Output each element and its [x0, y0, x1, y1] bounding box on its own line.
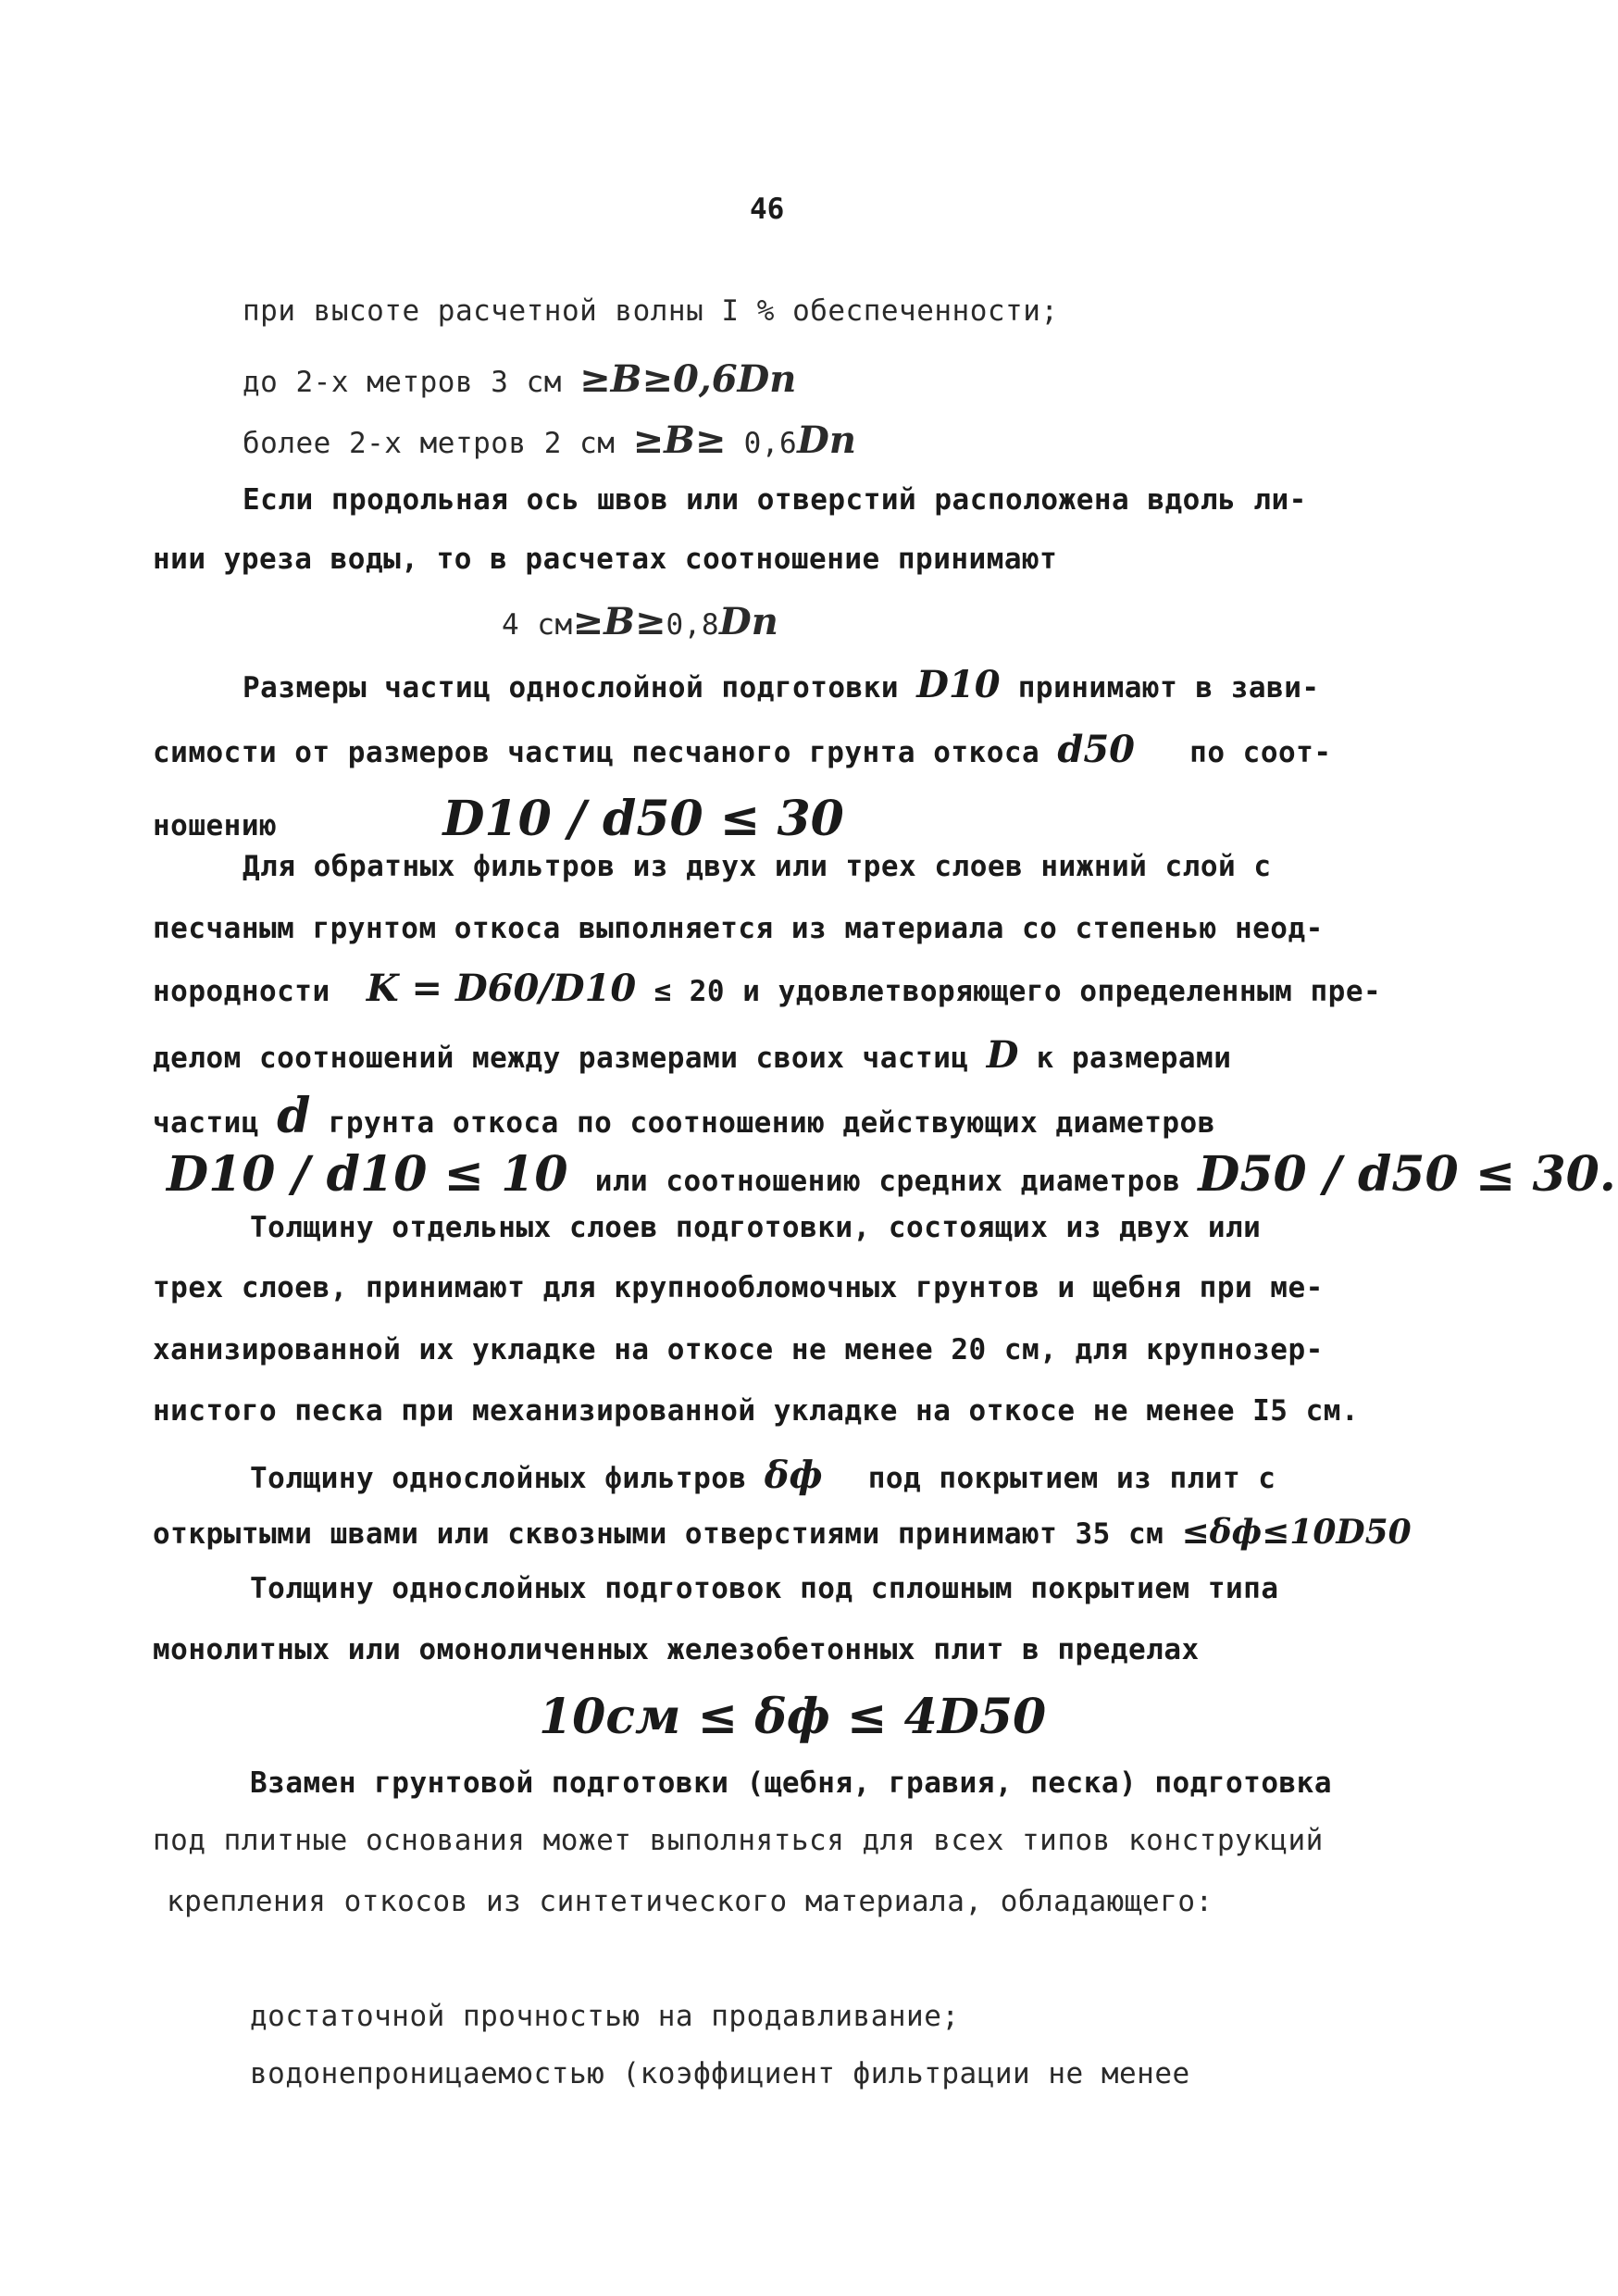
- text-line: Толщину однослойных подготовок под сплошным покрытием типа: [250, 1572, 1279, 1605]
- text-line: симости от размеров частиц песчаного грунта откоса d50 по соот-: [153, 728, 1332, 771]
- text-line: трех слоев, принимают для крупнообломочных грунтов и щебня при ме-: [153, 1271, 1324, 1304]
- text-line: при высоте расчетной волны I % обеспеченности;: [243, 294, 1059, 328]
- formula: D10 / d10 ≤ 10: [167, 1146, 568, 1203]
- formula: ≥В≥: [572, 600, 666, 643]
- text-line: Размеры частиц однослойной подготовки D10 принимают в зави-: [243, 663, 1320, 706]
- text-line: до 2-х метров 3 см ≥В≥0,6Dn: [243, 357, 797, 401]
- text-line: D10 / d10 ≤ 10 или соотношению средних диаметров D50 / d50 ≤ 30.: [167, 1146, 1616, 1203]
- text-line: Если продольная ось швов или отверстий расположена вдоль ли-: [243, 483, 1307, 517]
- text-line: водонепроницаемостью (коэффициент фильтрации не менее: [250, 2057, 1190, 2090]
- formula: D10 / d50 ≤ 30: [442, 791, 844, 847]
- formula: ≥В≥0,6Dn: [579, 357, 797, 401]
- text-line: ханизированной их укладке на откосе не менее 20 см, для крупнозер-: [153, 1333, 1324, 1366]
- formula: D50 / d50 ≤ 30.: [1198, 1146, 1616, 1203]
- text-line: ношению D10 / d50 ≤ 30: [153, 791, 844, 847]
- text-line: песчаным грунтом откоса выполняется из материала со степенью неод-: [153, 912, 1324, 945]
- text-line: более 2-х метров 2 см ≥В≥ 0,6Dn: [243, 418, 856, 462]
- formula: ≤δф≤10D50: [1181, 1513, 1412, 1552]
- text-line: крепления откосов из синтетического материала, обладающего:: [167, 1885, 1214, 1918]
- page-number: 46: [750, 193, 785, 226]
- text-line: под плитные основания может выполняться для всех типов конструкций: [153, 1824, 1324, 1857]
- text-line: Толщину отдельных слоев подготовки, состоящих из двух или: [250, 1211, 1262, 1244]
- formula: ≥В≥: [632, 418, 727, 462]
- text-line: достаточной прочностью на продавливание;: [250, 2000, 960, 2033]
- formula: d: [277, 1088, 311, 1144]
- text-line: частиц d грунта откоса по соотношению действующих диаметров: [153, 1088, 1215, 1144]
- formula: d50: [1057, 728, 1135, 771]
- formula: D: [986, 1033, 1019, 1077]
- formula: K = D60/D10: [366, 967, 637, 1010]
- text-line: нородности K = D60/D10 ≤ 20 и удовлетворяющего определенным пре-: [153, 967, 1382, 1010]
- text-line: делом соотношений между размерами своих частиц D к размерами: [153, 1033, 1232, 1077]
- text-line: 4 см≥В≥0,8Dn: [502, 600, 778, 643]
- text-line: Взамен грунтовой подготовки (щебня, гравия, песка) подготовка: [250, 1766, 1332, 1800]
- formula: 10см ≤ δф ≤ 4D50: [539, 1689, 1047, 1745]
- text-line: Толщину однослойных фильтров δф под покрытием из плит с: [250, 1454, 1276, 1497]
- formula: Dn: [797, 418, 856, 462]
- text-line: открытыми швами или сквозными отверстиями принимают 35 см ≤δф≤10D50: [153, 1513, 1412, 1552]
- text-line: нистого песка при механизированной укладке на откосе не менее I5 см.: [153, 1394, 1360, 1428]
- formula: Dn: [719, 600, 778, 643]
- text-line: нии уреза воды, то в расчетах соотношение принимают: [153, 543, 1058, 576]
- formula: δф: [764, 1454, 823, 1497]
- formula: D10: [916, 663, 1001, 706]
- text-line: [539, 1689, 1046, 1745]
- text-line: монолитных или омоноличенных железобетонных плит в пределах: [153, 1633, 1200, 1666]
- text-line: Для обратных фильтров из двух или трех слоев нижний слой с: [243, 850, 1272, 883]
